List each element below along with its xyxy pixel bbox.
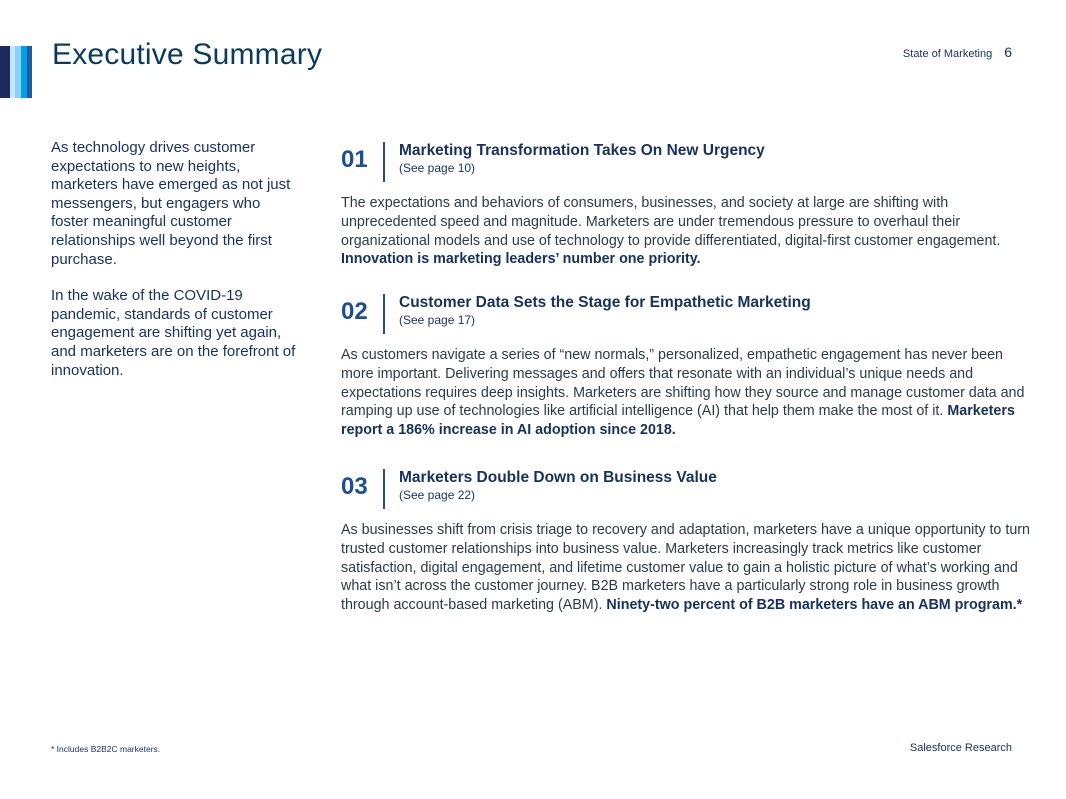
section-body: As businesses shift from crisis triage to recovery and adaptation, marketers have a unique opportunity to turn trusted customer relationships into business value. Marketers increasingly track metrics like customer satisfaction, digital engagement, and lifetime customer value to gain a holistic picture of what’s working and what isn’t across the customer journey. B2B marketers have a particularly strong role in business growth through account-based marketing (ABM). Ninety-two percent of B2B marketers have an ABM program.* xyxy=(341,522,1030,614)
page-reference[interactable]: (See page 10) xyxy=(399,161,476,175)
section-title: Customer Data Sets the Stage for Empathetic Marketing xyxy=(399,294,811,311)
section-01 xyxy=(341,142,1031,269)
highlight: Innovation is marketing leaders’ number one priority. xyxy=(341,251,701,268)
page-title: Executive Summary xyxy=(52,38,323,71)
intro-paragraph: In the wake of the COVID-19 pandemic, standards of customer engagement are shifting yet again, and marketers are on the forefront of innovation. xyxy=(51,287,296,379)
section-number: 03 xyxy=(341,473,368,500)
brand-stripes xyxy=(0,46,32,98)
section-body: The expectations and behaviors of consumers, businesses, and society at large are shifting with unprecedented speed and magnitude. Marketers are under tremendous pressure to overhaul their organizational models and use of technology to provide differentiated, digital-first customer engagement. Innovation is marketing leaders’ number one priority. xyxy=(341,195,1001,268)
section-body: As customers navigate a series of “new normals,” personalized, empathetic engagement has never been more important. Delivering messages and offers that resonate with an individual’s unique needs and expectations requires deep insights. Marketers are shifting how they source and manage customer data and ramping up use of technologies like artificial intelligence (AI) that help them make the most of it. Marketers report a 186% increase in AI adoption since 2018. xyxy=(341,347,1025,439)
divider xyxy=(383,142,385,182)
section-02 xyxy=(341,294,1031,440)
section-title: Marketing Transformation Takes On New Urgency xyxy=(399,142,765,159)
intro-paragraph: As technology drives customer expectations to new heights, marketers have emerged as not just messengers, but engagers who foster meaningful customer relationships well beyond the first purchase. xyxy=(51,139,291,268)
intro-column xyxy=(51,139,301,398)
divider xyxy=(383,294,385,334)
section-03 xyxy=(341,469,1031,615)
highlight: Marketers report a 186% increase in AI adoption since 2018. xyxy=(341,403,1015,439)
footer-brand: Salesforce Research xyxy=(909,742,1012,754)
section-number: 01 xyxy=(341,146,368,173)
divider xyxy=(383,469,385,509)
footnote: * Includes B2B2C marketers. xyxy=(51,744,161,754)
highlight: Ninety-two percent of B2B marketers have an ABM program.* xyxy=(606,597,1023,614)
page-reference[interactable]: (See page 22) xyxy=(399,488,476,502)
page-reference[interactable]: (See page 17) xyxy=(399,313,476,327)
section-number: 02 xyxy=(341,298,368,325)
section-title: Marketers Double Down on Business Value xyxy=(399,469,717,486)
report-name: State of Marketing xyxy=(902,48,993,60)
page-number: 6 xyxy=(1004,44,1012,60)
running-header xyxy=(903,44,1012,60)
